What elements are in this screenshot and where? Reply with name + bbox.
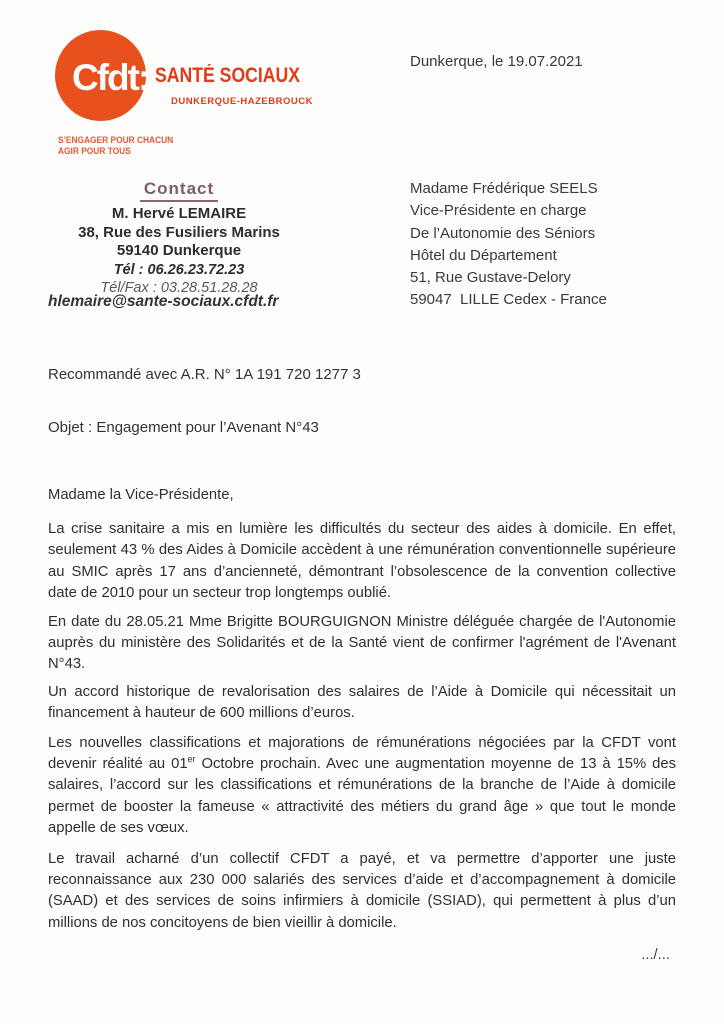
recipient-block: [410, 178, 607, 312]
body-paragraph-5: Le travail acharné d’un collectif CFDT a payé, et va permettre d’apporter une juste reconnaissance aux 230 000 salariés des services d’aide et d’accompagnement à domicile (SAAD) et des services de soins infirmiers à domicile (SSIAD), qui permettent à plus d’un millions de nos concitoyens de bien vieillir à domicile.: [48, 851, 676, 931]
paragraph-4-text-end: Octobre prochain. Avec une augmentation moyenne de 13 à 15% des salaires, l’accord sur les classifications et rémunérations de la branche de l’Aide à domicile permet de booster la fameuse « attractivité des métiers du grand âge » que tout le monde appelle de ses vœux.: [48, 756, 676, 836]
recipient-address-line3: 59047 LILLE Cedex - France: [410, 291, 607, 309]
contact-heading: Contact: [140, 179, 218, 202]
body-paragraph-4: [48, 733, 676, 839]
recipient-address-line2: 51, Rue Gustave-Delory: [410, 269, 571, 287]
date-line: Dunkerque, le 19.07.2021: [410, 53, 583, 70]
paragraph-4-superscript: er: [187, 754, 196, 765]
body-paragraph-1: La crise sanitaire a mis en lumière les difficultés du secteur des aides à domicile. En effet, seulement 43 % des Aides à Domicile accèdent à une rémunération conventionnelle supérieure au SMIC après 17 ans d’ancienneté, démontrant l’obsolescence de la convention collective date de 2010 pour un secteur trop longtemps oublié.: [48, 521, 676, 601]
brand-tagline: [58, 135, 173, 157]
contact-phone-fax: Tél/Fax : 03.28.51.28.28: [100, 280, 258, 296]
body-paragraph-3: Un accord historique de revalorisation des salaires de l’Aide à Domicile qui nécessitait un financement à hauteur de 600 millions d’euros.: [48, 683, 676, 721]
body-paragraph-2: En date du 28.05.21 Mme Brigitte BOURGUIGNON Ministre déléguée chargée de l'Autonomie auprès du ministère des Solidarités et de la Santé vient de confirmer l'agrément de l'Avenant N°43.: [48, 614, 676, 673]
registered-mail-line: Recommandé avec A.R. N° 1A 191 720 1277 3: [48, 366, 361, 383]
brand-subtitle: DUNKERQUE-HAZEBROUCK: [171, 96, 313, 107]
contact-name: M. Hervé LEMAIRE: [111, 205, 247, 222]
contact-phone: Tél : 06.26.23.72.23: [113, 261, 245, 278]
recipient-address-line1: Hôtel du Département: [410, 246, 557, 264]
tagline-line-2: AGIR POUR TOUS: [58, 146, 131, 157]
letter-body: [48, 485, 676, 966]
cfdt-logo: Cfdt:: [72, 57, 149, 98]
paragraph-4-text-start: Les nouvelles classifications et majorations de rémunérations négociées par la CFDT vont devenir réalité au 01: [48, 735, 676, 773]
recipient-title-line2: De l’Autonomie des Séniors: [410, 224, 596, 242]
brand-title: SANTÉ SOCIAUX: [155, 64, 301, 87]
subject-line: Objet : Engagement pour l’Avenant N°43: [48, 419, 319, 436]
recipient-title-line1: Vice-Présidente en charge: [410, 202, 587, 220]
tagline-line-1: S’ENGAGER POUR CHACUN: [58, 135, 174, 146]
salutation: Madame la Vice-Présidente,: [48, 487, 234, 503]
contact-email: hlemaire@sante-sociaux.cfdt.fr: [48, 293, 279, 310]
recipient-name: Madame Frédérique SEELS: [410, 180, 598, 197]
contact-block: [45, 179, 313, 298]
continuation-mark: .../...: [641, 946, 670, 963]
contact-address-line1: 38, Rue des Fusiliers Marins: [78, 223, 280, 241]
contact-address-line2: 59140 Dunkerque: [116, 242, 242, 259]
